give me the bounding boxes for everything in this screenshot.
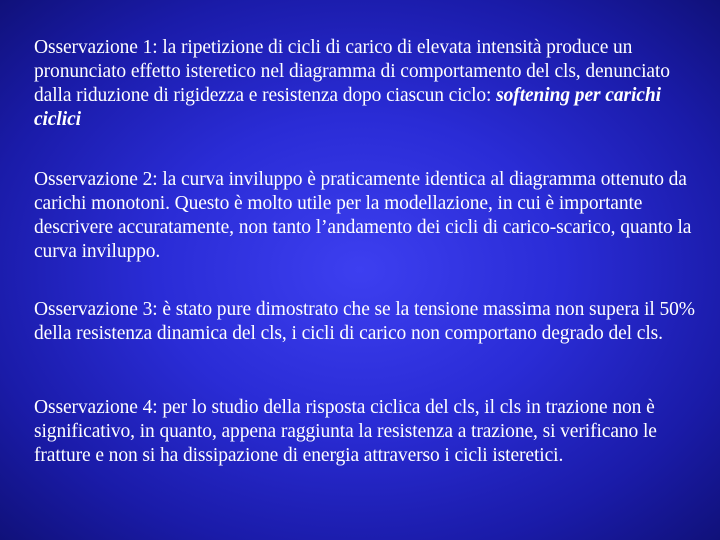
observation-4-text: Osservazione 4: per lo studio della risposta ciclica del cls, il cls in trazione non è significativo, in quanto, appena raggiunta la resistenza a trazione, si verificano le fratture e non si ha dissipazione di energia attraverso i cicli isteretici.	[34, 397, 657, 466]
observation-1-emphasis: softening per carichi ciclici	[34, 85, 661, 130]
observation-4	[34, 396, 702, 468]
observation-2	[34, 168, 702, 264]
observation-1-text: Osservazione 1: la ripetizione di cicli di carico di elevata intensità produce un pronunciato effetto isteretico nel diagramma di comportamento del cls, denunciato dalla riduzione di rigidezza e resistenza dopo ciascun ciclo:	[34, 37, 670, 106]
observation-2-text: Osservazione 2: la curva inviluppo è praticamente identica al diagramma ottenuto da carichi monotoni. Questo è molto utile per la modellazione, in cui è importante descrivere accuratamente, non tanto l’andamento dei cicli di carico-scarico, quanto la curva inviluppo.	[34, 169, 692, 262]
observation-3-text: Osservazione 3: è stato pure dimostrato che se la tensione massima non supera il 50% della resistenza dinamica del cls, i cicli di carico non comportano degrado del cls.	[34, 299, 695, 344]
observation-1	[34, 36, 702, 132]
observation-3	[34, 298, 702, 346]
